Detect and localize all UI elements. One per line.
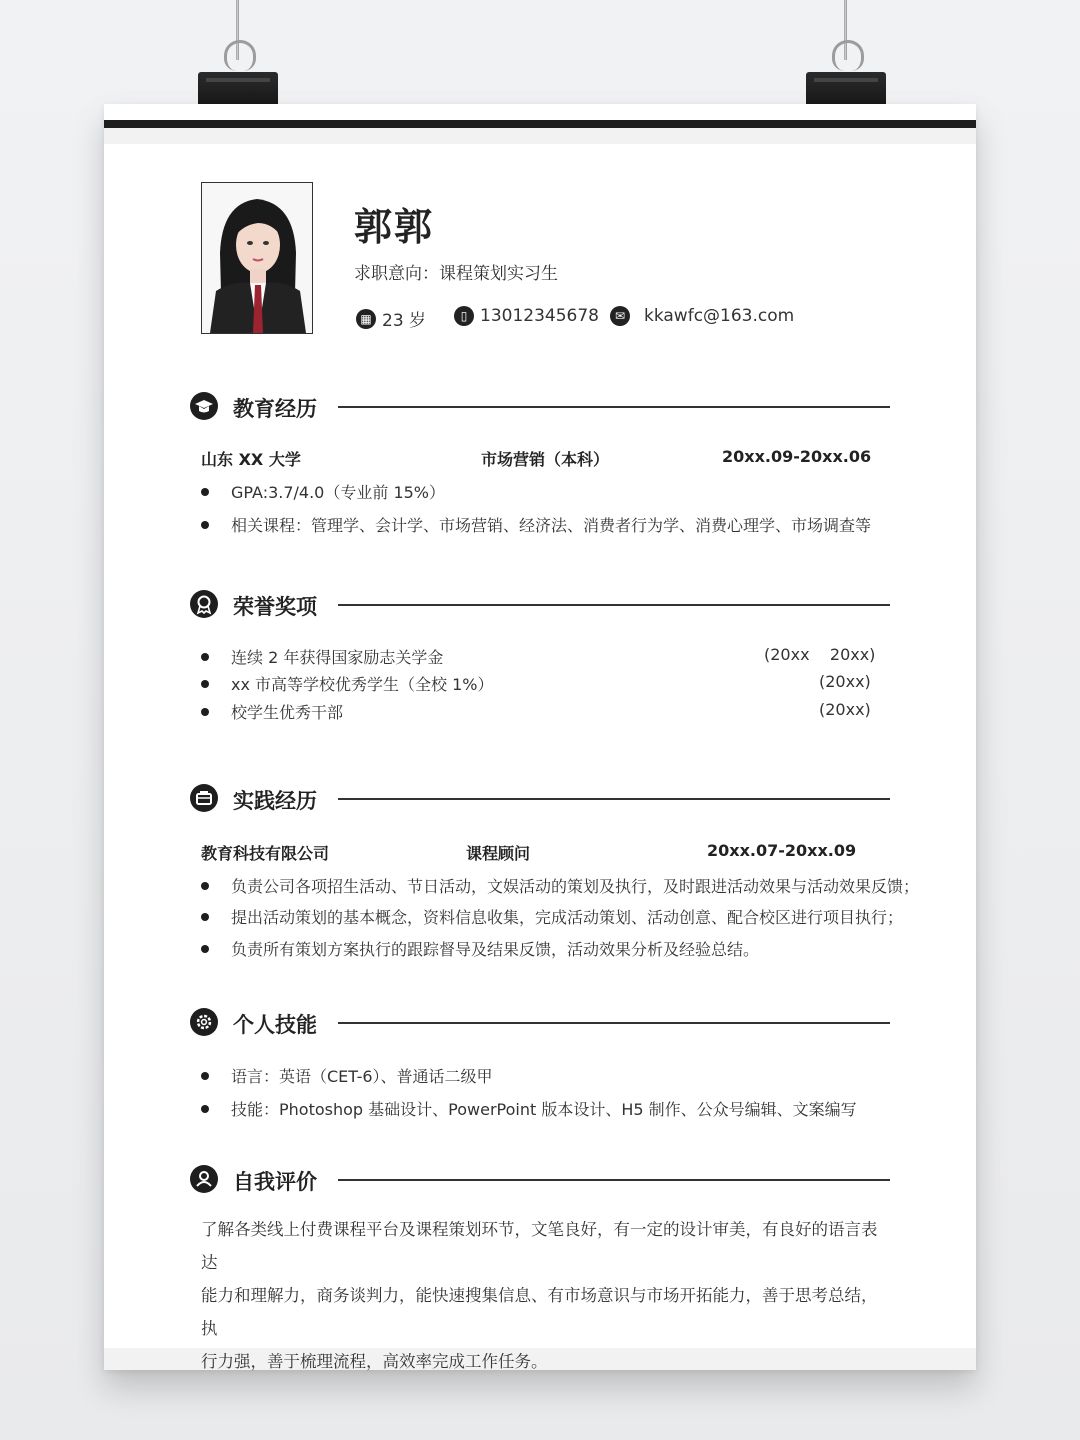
medal-icon	[190, 590, 218, 618]
section-practice	[190, 784, 890, 818]
section-divider	[338, 604, 890, 606]
list-item-text: 负责公司各项招生活动、节日活动，文娱活动的策划及执行，及时跟进活动效果与活动效果反馈；	[231, 877, 920, 896]
section-honors	[190, 590, 890, 624]
practice-period: 20xx.07-20xx.09	[707, 841, 857, 860]
award-date: (20xx 20xx)	[764, 645, 876, 664]
resume-paper	[104, 104, 976, 1370]
briefcase-icon	[190, 784, 218, 812]
profile-photo	[201, 182, 313, 334]
award-date: (20xx)	[819, 700, 871, 719]
section-education	[190, 392, 890, 426]
email-info	[610, 306, 794, 326]
job-intent: 求职意向：课程策划实习生	[354, 264, 558, 284]
award-date: (20xx)	[819, 672, 871, 691]
section-divider	[338, 406, 890, 408]
school-name: 山东 XX 大学	[201, 450, 301, 469]
email-text: kkawfc@163.com	[644, 306, 795, 326]
user-icon	[190, 1165, 218, 1193]
phone-icon: ▯	[454, 306, 474, 326]
candidate-name: 郭郭	[354, 205, 435, 249]
paragraph-line: 了解各类线上付费课程平台及课程策划环节，文笔良好，有一定的设计审美，有良好的语言表达	[201, 1220, 878, 1272]
section-skills	[190, 1008, 890, 1042]
list-item-text: 连续 2 年获得国家励志关学金	[231, 648, 444, 667]
section-divider	[338, 798, 890, 800]
section-divider	[338, 1022, 890, 1024]
paragraph-line: 能力和理解力，商务谈判力，能快速搜集信息、有市场意识与市场开拓能力，善于思考总结，执	[201, 1286, 878, 1338]
list-item-text: 相关课程：管理学、会计学、市场营销、经济法、消费者行为学、消费心理学、市场调查等	[231, 516, 872, 535]
major-name: 市场营销（本科）	[481, 450, 610, 469]
list-item-text: 校学生优秀干部	[231, 703, 344, 722]
mail-icon: ✉	[610, 306, 630, 326]
list-item-text: xx 市高等学校优秀学生（全校 1%）	[231, 675, 494, 694]
section-title-self: 自我评价	[233, 1170, 317, 1194]
gear-icon	[190, 1008, 218, 1036]
list-item-text: 负责所有策划方案执行的跟踪督导及结果反馈，活动效果分析及经验总结。	[231, 940, 760, 959]
age-info	[356, 306, 426, 331]
phone-info	[454, 306, 599, 326]
paragraph-line: 行力强，善于梳理流程，高效率完成工作任务。	[201, 1352, 548, 1371]
top-shade	[104, 128, 976, 144]
company-name: 教育科技有限公司	[201, 844, 330, 863]
calendar-icon: ▦	[356, 309, 376, 329]
section-title-practice: 实践经历	[233, 789, 317, 813]
portrait-image	[202, 183, 312, 333]
age-text: 23 岁	[382, 311, 427, 331]
list-item-text: 语言：英语（CET-6）、普通话二级甲	[231, 1067, 493, 1086]
list-item-text: 技能：Photoshop 基础设计、PowerPoint 版本设计、H5 制作、公众号编辑、文案编写	[231, 1100, 857, 1119]
section-title-education: 教育经历	[233, 397, 317, 421]
phone-text: 13012345678	[480, 306, 599, 326]
section-title-honors: 荣誉奖项	[233, 595, 317, 619]
section-title-skills: 个人技能	[233, 1013, 317, 1037]
clip-ring-right	[832, 40, 864, 71]
clip-ring-left	[224, 40, 256, 71]
job-role: 课程顾问	[466, 844, 531, 863]
education-period: 20xx.09-20xx.06	[722, 447, 872, 466]
self-evaluation-text	[201, 1213, 891, 1378]
section-divider	[338, 1179, 890, 1181]
top-bar	[104, 120, 976, 128]
list-item-text: GPA:3.7/4.0（专业前 15%）	[231, 483, 446, 502]
graduation-cap-icon	[190, 392, 218, 420]
list-item-text: 提出活动策划的基本概念，资料信息收集，完成活动策划、活动创意、配合校区进行项目执行；	[231, 908, 904, 927]
section-self-evaluation	[190, 1165, 890, 1199]
